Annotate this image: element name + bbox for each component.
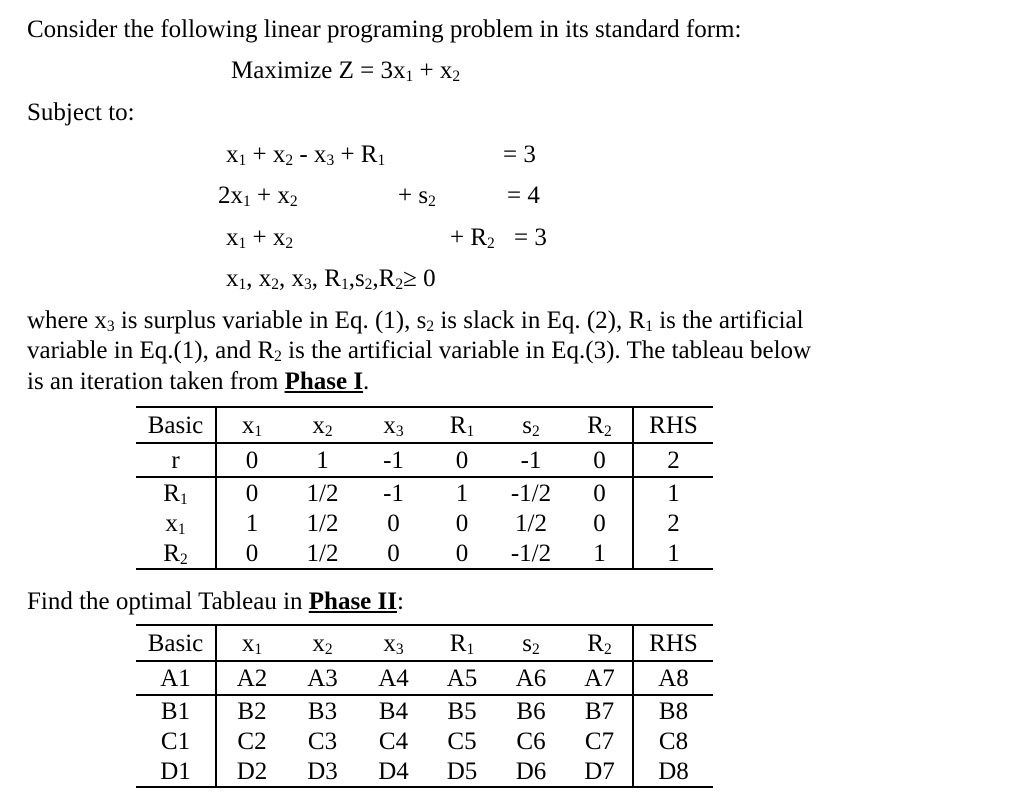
table-row — [136, 508, 713, 538]
table-cell: 2 — [667, 509, 680, 537]
nonnegativity-constraint: $x_1$, $x_2$, $x_3$, $R_1,s_2,R_2\ge 0$ — [226, 265, 436, 293]
table-cell: A5 — [429, 661, 495, 695]
table-cell: 1 — [245, 509, 259, 537]
constraint-3-rhs: = 3 — [514, 224, 547, 251]
table-cell: D3 — [287, 756, 358, 787]
table-cell: B7 — [567, 695, 633, 726]
table-cell: D6 — [495, 756, 567, 787]
constraint-1-lhs: $x_1 + x_2 - x_3 + R_1$ — [226, 141, 386, 169]
table-cell: 1/2 — [515, 509, 547, 537]
table-cell: -1/2 — [510, 479, 552, 507]
table-cell: B6 — [516, 697, 546, 725]
table-cell: 1/2 — [287, 538, 358, 569]
table-cell: 0 — [567, 508, 633, 538]
table-cell: 2 — [633, 443, 713, 477]
table-cell: -1 — [383, 479, 404, 507]
header-x1: $x_1$ — [216, 625, 287, 661]
constraint-1-rhs: = 3 — [503, 141, 536, 168]
table-cell: D1 — [136, 756, 216, 787]
table-cell: C6 — [516, 727, 546, 755]
table-cell: 1/2 — [306, 509, 339, 537]
table-cell: 0 — [245, 479, 259, 507]
table-cell: A1 — [136, 661, 216, 695]
table-header-row — [136, 625, 713, 661]
table-cell: B5 — [447, 697, 477, 725]
table-cell: D5 — [429, 756, 495, 787]
constraint-2-lhs: $2x_1 + x_2$ — [218, 182, 298, 210]
table-cell: B8 — [658, 697, 689, 725]
header-x2: $x_2$ — [287, 625, 358, 661]
constraint-3-artificial: + $R_2$ — [450, 224, 495, 252]
table-cell: C3 — [307, 727, 338, 755]
table-cell: 1 — [633, 538, 713, 569]
subject-to-label: Subject to: — [27, 99, 135, 126]
header-basic: Basic — [136, 625, 216, 661]
find-optimal-text: Find the optimal Tableau in Phase II: — [27, 588, 404, 615]
table-cell: 0 — [216, 443, 287, 477]
paragraph-line-3: is an iteration taken from Phase I. — [27, 368, 370, 395]
table-cell: 1/2 — [306, 479, 339, 507]
table-cell: D8 — [633, 756, 713, 787]
header-r2: $R_2$ — [567, 407, 633, 443]
table-row — [136, 661, 713, 695]
table-cell: -1 — [358, 443, 429, 477]
table-row — [136, 726, 713, 756]
header-x2: $x_2$ — [287, 407, 358, 443]
paragraph-line-1: where $x_3$ is surplus variable in Eq. (1), $s_2$ is slack in Eq. (2), $R_1$ is the artificial — [27, 307, 804, 335]
table-cell: 0 — [216, 538, 287, 569]
table-cell: 1 — [667, 479, 680, 507]
table-cell: C4 — [378, 727, 409, 755]
table-row — [136, 538, 713, 569]
phase-two-tableau — [136, 624, 713, 788]
table-cell: A3 — [287, 661, 358, 695]
table-cell: 1 — [567, 538, 633, 569]
table-cell: B3 — [307, 697, 338, 725]
table-cell: C7 — [567, 726, 633, 756]
constraint-3-lhs: $x_1 + x_2$ — [226, 224, 294, 252]
table-header-row — [136, 407, 713, 443]
table-cell: D7 — [567, 756, 633, 787]
table-cell: 0 — [358, 538, 429, 569]
constraint-2-rhs: = 4 — [507, 182, 540, 209]
intro-text: Consider the following linear programing problem in its standard form: — [27, 16, 742, 43]
table-cell: B2 — [237, 697, 267, 725]
table-cell: A7 — [567, 661, 633, 695]
table-cell: -1 — [495, 443, 567, 477]
table-cell: C1 — [136, 726, 216, 756]
table-row — [136, 443, 713, 477]
table-cell: $R_1$ — [136, 477, 216, 508]
table-cell: A8 — [633, 661, 713, 695]
table-row — [136, 695, 713, 726]
table-cell: 0 — [567, 477, 633, 508]
table-cell: 0 — [429, 538, 495, 569]
paragraph-line-2: variable in Eq.(1), and $R_2$ is the artificial variable in Eq.(3). The tableau below — [27, 337, 812, 365]
table-cell: 1 — [287, 443, 358, 477]
table-cell: C8 — [658, 727, 689, 755]
header-r1: $R_1$ — [429, 625, 495, 661]
header-r1: $R_1$ — [429, 407, 495, 443]
header-x3: $x_3$ — [358, 625, 429, 661]
table-cell: A6 — [495, 661, 567, 695]
header-r2: $R_2$ — [567, 625, 633, 661]
table-cell: 1 — [455, 479, 469, 507]
table-cell: D2 — [216, 756, 287, 787]
constraint-2-slack: + $s_2$ — [398, 182, 436, 210]
table-row — [136, 756, 713, 787]
table-cell: C5 — [447, 727, 477, 755]
table-cell: D4 — [358, 756, 429, 787]
table-cell: C2 — [237, 727, 267, 755]
phase-two-label: Phase II — [308, 588, 397, 615]
table-cell: 0 — [429, 443, 495, 477]
table-cell: 0 — [387, 509, 400, 537]
table-cell: $x_1$ — [136, 508, 216, 538]
phase-one-tableau — [136, 406, 713, 570]
table-cell: B4 — [378, 697, 409, 725]
table-row — [136, 477, 713, 508]
header-rhs: RHS — [633, 407, 713, 443]
header-x3: $x_3$ — [358, 407, 429, 443]
header-rhs: RHS — [633, 625, 713, 661]
table-cell: A4 — [358, 661, 429, 695]
header-basic: Basic — [136, 407, 216, 443]
header-x1: $x_1$ — [216, 407, 287, 443]
table-cell: $R_2$ — [136, 538, 216, 569]
header-s2: $s_2$ — [495, 407, 567, 443]
phase-one-label: Phase I — [284, 368, 364, 395]
table-cell: 0 — [567, 443, 633, 477]
header-s2: $s_2$ — [495, 625, 567, 661]
table-cell: A2 — [216, 661, 287, 695]
table-cell: B1 — [136, 695, 216, 726]
table-cell: -1/2 — [495, 538, 567, 569]
table-cell: 0 — [455, 509, 469, 537]
table-cell: r — [136, 443, 216, 477]
objective-function: Maximize $Z = 3x_1 + x_2$ — [231, 57, 461, 85]
